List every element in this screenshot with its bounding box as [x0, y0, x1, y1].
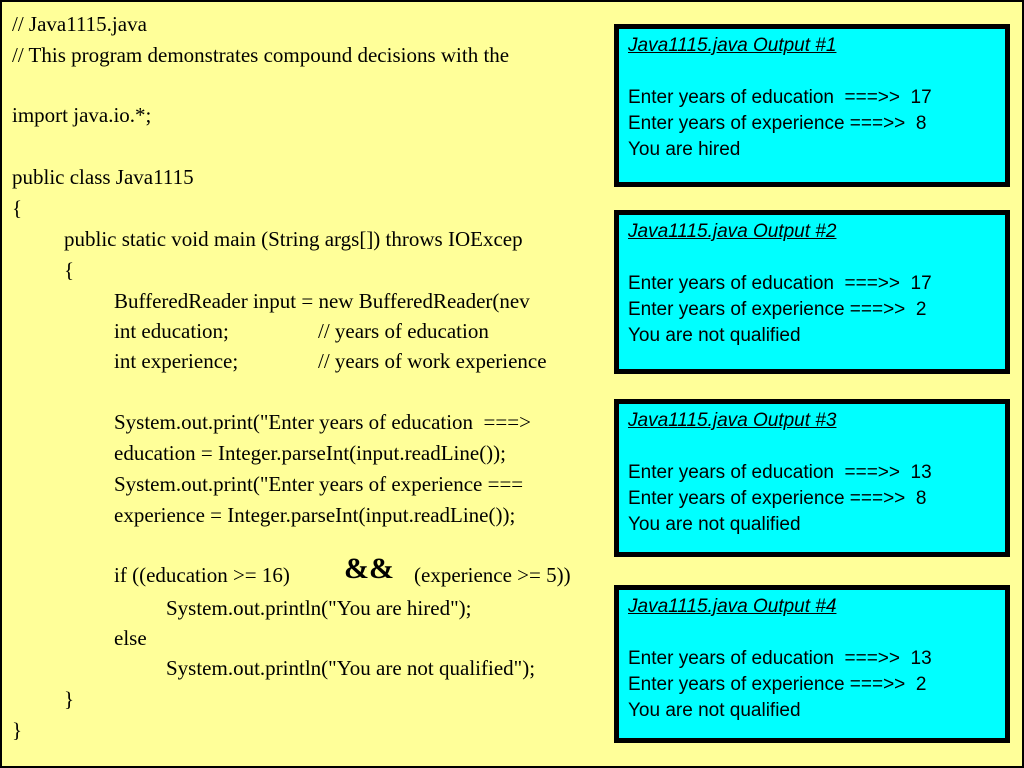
code-open-brace-class: {: [12, 196, 23, 220]
output-box-3: [614, 399, 1010, 557]
output-title: Java1115.java Output #3: [628, 410, 837, 431]
code-comment-filename: // Java1115.java: [12, 12, 147, 36]
code-close-brace-class: }: [12, 718, 23, 742]
output-line-education: Enter years of education ===>> 17: [628, 273, 932, 294]
code-if-condition-right: (experience >= 5)): [414, 563, 571, 587]
code-parse-experience: experience = Integer.parseInt(input.readLine());: [114, 503, 516, 527]
output-line-education: Enter years of education ===>> 13: [628, 648, 932, 669]
code-print-experience: System.out.print("Enter years of experience ===: [114, 472, 524, 496]
code-close-brace-main: }: [64, 687, 75, 711]
code-println-not-qualified: System.out.println("You are not qualified");: [166, 656, 536, 680]
output-line-experience: Enter years of experience ===>> 8: [628, 113, 927, 134]
output-title: Java1115.java Output #4: [628, 596, 837, 617]
code-and-operator: [344, 552, 394, 585]
output-line-result: You are not qualified: [628, 700, 801, 721]
code-comment-education: // years of education: [318, 319, 489, 343]
code-class-declaration: public class Java1115: [12, 165, 194, 189]
output-line-education: Enter years of education ===>> 17: [628, 87, 932, 108]
code-parse-education: education = Integer.parseInt(input.readLine());: [114, 441, 507, 465]
code-int-experience: int experience;: [114, 349, 239, 373]
output-line-result: You are not qualified: [628, 514, 801, 535]
output-title: Java1115.java Output #2: [628, 221, 837, 242]
output-box-2: [614, 210, 1010, 374]
code-if-condition-left: if ((education >= 16): [114, 563, 290, 587]
output-box-4: [614, 585, 1010, 743]
code-else: else: [114, 626, 147, 650]
code-int-education: int education;: [114, 319, 229, 343]
code-comment-description: // This program demonstrates compound decisions with the: [12, 43, 510, 67]
output-line-experience: Enter years of experience ===>> 2: [628, 674, 927, 695]
output-line-experience: Enter years of experience ===>> 8: [628, 488, 927, 509]
code-main-declaration: public static void main (String args[]) throws IOExcep: [64, 227, 523, 251]
output-line-experience: Enter years of experience ===>> 2: [628, 299, 927, 320]
code-buffered-reader: BufferedReader input = new BufferedReader(nev: [114, 289, 530, 313]
code-open-brace-main: {: [64, 258, 75, 282]
and-operator-symbol: &&: [344, 552, 394, 585]
output-title: Java1115.java Output #1: [628, 35, 837, 56]
output-box-1: [614, 24, 1010, 187]
output-line-result: You are not qualified: [628, 325, 801, 346]
code-println-hired: System.out.println("You are hired");: [166, 596, 472, 620]
output-line-education: Enter years of education ===>> 13: [628, 462, 932, 483]
code-import: import java.io.*;: [12, 103, 152, 127]
code-comment-experience: // years of work experience: [318, 349, 547, 373]
output-line-result: You are hired: [628, 139, 741, 160]
code-print-education: System.out.print("Enter years of education ===>: [114, 410, 531, 434]
